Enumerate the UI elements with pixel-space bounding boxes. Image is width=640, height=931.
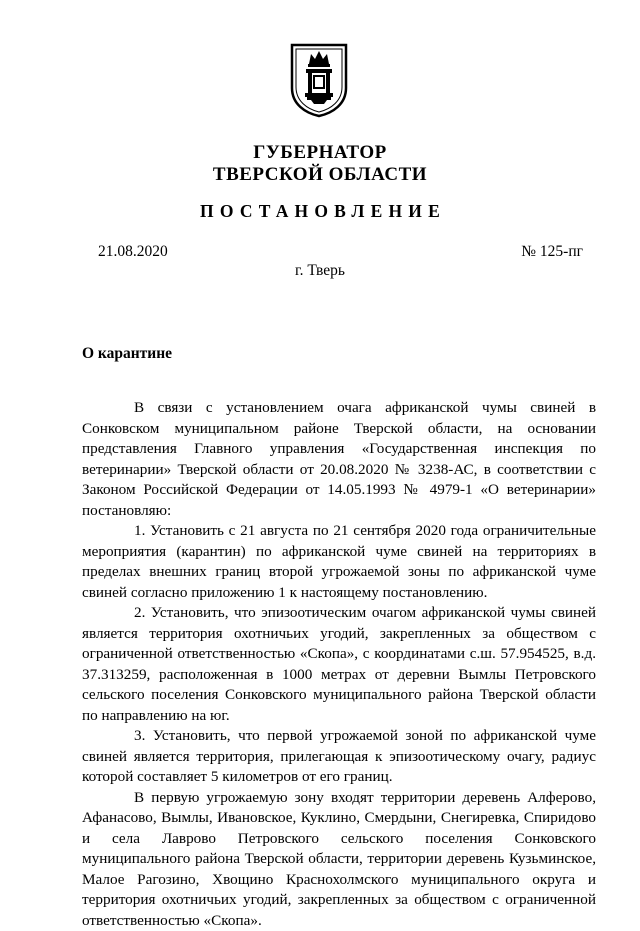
paragraph-item-1: 1. Установить с 21 августа по 21 сентября 2020 года ограничительные мероприятия (карантин) по африканской чуме свиней на территориях в пределах внешних границ второй угрожаемой зоны по африканской чуме свиней согласно приложению 1 к настоящему постановлению.	[82, 521, 596, 603]
issuer-title: ГУБЕРНАТОР	[0, 142, 640, 164]
coat-of-arms-icon	[289, 42, 349, 118]
document-type: ПОСТАНОВЛЕНИЕ	[0, 201, 640, 222]
paragraph-first-zone: В первую угрожаемую зону входят территории деревень Алферово, Афанасово, Вымлы, Ивановское, Куклино, Смердыни, Снегиревка, Спиридово и села Лаврово Петровского сельского поселения Сонковского муниципального района Тверской области, территории деревень Кузьминское, Малое Рагозино, Хвощино Краснохолмского муниципального округа и территория охотничьих угодий, закрепленных за обществом с ограниченной ответственностью «Скопа».	[82, 788, 596, 931]
paragraph-item-3: 3. Установить, что первой угрожаемой зоной по африканской чуме свиней является территория, прилегающая к эпизоотическому очагу, радиус которой составляет 5 километров от его границ.	[82, 726, 596, 788]
document-city: г. Тверь	[0, 262, 640, 280]
document-date: 21.08.2020	[98, 243, 168, 261]
document-subject: О карантине	[82, 345, 172, 363]
paragraph-item-2: 2. Установить, что эпизоотическим очагом африканской чумы свиней является территория охотничьих угодий, закрепленных за обществом с ограниченной ответственностью «Скопа», с координатами с.ш. 57.954525, в.д. 37.313259, расположенная в 1000 метрах от деревни Вымлы Петровского сельского поселения Сонковского муниципального района Тверской области по направлению на юг.	[82, 603, 596, 726]
issuer-region: ТВЕРСКОЙ ОБЛАСТИ	[0, 164, 640, 186]
document-number: № 125-пг	[521, 243, 583, 261]
paragraph-preamble: В связи с установлением очага африканской чумы свиней в Сонковском муниципальном районе Тверской области, на основании представления Главного управления «Государственная инспекция по ветеринарии» Тверской области от 20.08.2020 № 3238-АС, в соответствии с Законом Российской Федерации от 14.05.1993 № 4979-1 «О ветеринарии» постановляю:	[82, 398, 596, 521]
document-body	[82, 398, 596, 931]
